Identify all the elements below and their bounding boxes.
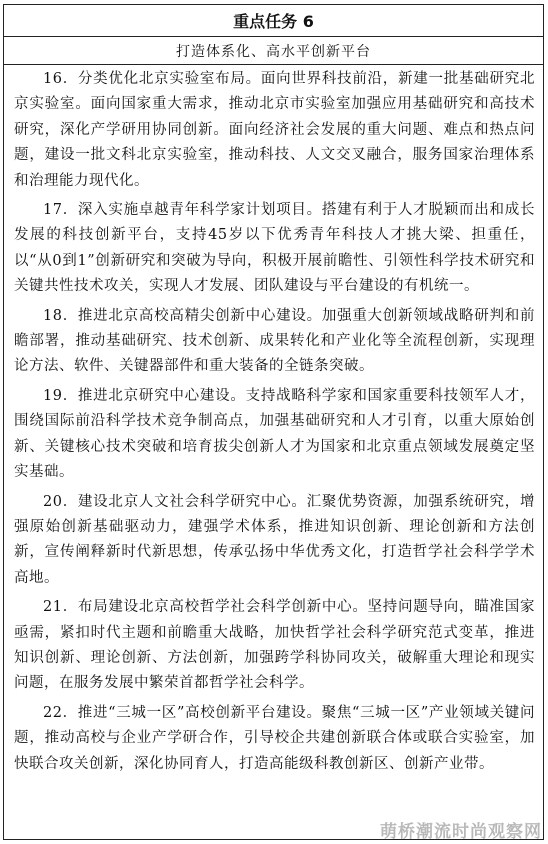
table-title: 重点任务 6 <box>4 5 543 37</box>
task-paragraph-21: 21．布局建设北京高校哲学社会科学创新中心。坚持问题导向，瞄准国家亟需，紧扣时代主题和前瞻重大战略，加快哲学社会科学研究范式变革，推进知识创新、理论创新、方法创新，加强跨学科协同攻关，破解重大理论和现实问题，在服务发展中繁荣首都哲学社会科学。 <box>14 599 535 692</box>
table-subtitle: 打造体系化、高水平创新平台 <box>4 37 543 65</box>
table-body <box>4 65 543 777</box>
task-paragraph-17: 17．深入实施卓越青年科学家计划项目。搭建有利于人才脱颖而出和成长发展的科技创新平台，支持45岁以下优秀青年科技人才挑大梁、担重任，以“从0到1”创新研究和突破为导向，积极开展前瞻性、引领性科学技术研究和关键共性技术攻关，实现人才发展、团队建设与平台建设的有机统一。 <box>14 202 535 295</box>
task-paragraph-16: 16．分类优化北京实验室布局。面向世界科技前沿，新建一批基础研究北京实验室。面向国家重大需求，推动北京市实验室加强应用基础研究和高技术研究，深化产学研用协同创新。面向经济社会发展的重大问题、难点和热点问题，建设一批文科北京实验室，推动科技、人文交叉融合，服务国家治理体系和治理能力现代化。 <box>14 71 535 189</box>
task-paragraph-18: 18．推进北京高校高精尖创新中心建设。加强重大创新领域战略研判和前瞻部署，推动基础研究、技术创新、成果转化和产业化等全流程创新，实现理论方法、软件、关键器部件和重大装备的全链条突破。 <box>14 307 535 375</box>
task-paragraph-20: 20．建设北京人文社会科学研究中心。汇聚优势资源，加强系统研究，增强原始创新基础驱动力，建强学术体系，推进知识创新、理论创新和方法创新，宣传阐释新时代新思想，传承弘扬中华优秀文化，打造哲学社会科学学术高地。 <box>14 493 535 586</box>
task-paragraph-22: 22．推进“三城一区”高校创新平台建设。聚焦“三城一区”产业领域关键问题，推动高校与企业产学研合作，引导校企共建创新联合体或联合实验室，加快联合攻关创新，深化协同育人，打造高能级科教创新区、创新产业带。 <box>14 704 535 772</box>
watermark: 萌桥潮流时尚观察网 <box>380 822 542 842</box>
task-table <box>3 4 544 840</box>
task-paragraph-19: 19．推进北京研究中心建设。支持战略科学家和国家重要科技领军人才，围绕国际前沿科学技术竞争制高点，加强基础研究和人才引育，以重大原始创新、关键核心技术突破和培育拔尖创新人才为国家和北京重点领域发展奠定坚实基础。 <box>14 387 535 481</box>
